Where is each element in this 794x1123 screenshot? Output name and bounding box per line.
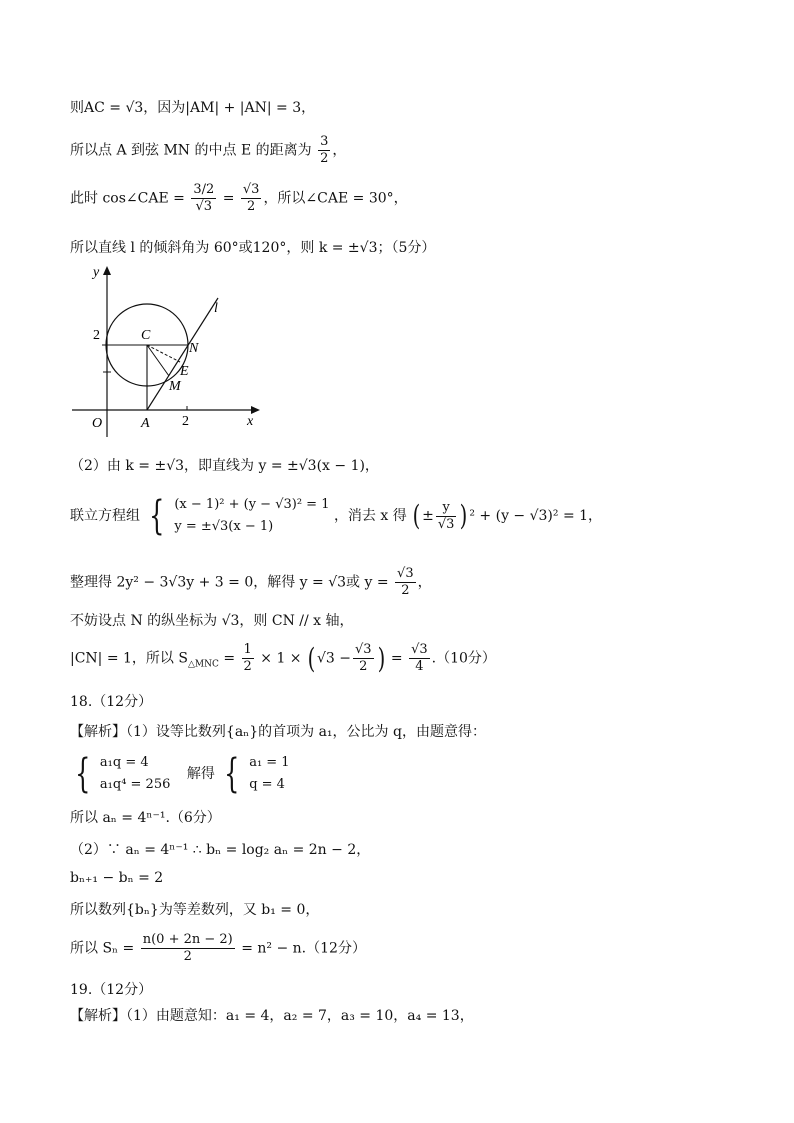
label-y: y xyxy=(93,265,100,280)
line-6-pre: 联立方程组 xyxy=(70,508,140,524)
label-c: C xyxy=(141,328,151,343)
text-line-10 xyxy=(70,692,152,712)
text-line-19 xyxy=(70,1006,474,1026)
text-line-11 xyxy=(70,722,486,742)
text-line-3 xyxy=(70,182,408,215)
frac-den: √3 xyxy=(437,516,455,532)
left-brace: { xyxy=(149,493,165,539)
frac-num: √3 xyxy=(397,566,414,581)
frac-num: √3 xyxy=(411,642,428,657)
frac-num: n(0 + 2n − 2) xyxy=(142,932,233,947)
line-6-mid: ，消去 x 得 xyxy=(333,508,407,524)
line-5-text: （2）由 k = ±√3，即直线为 y = ±√3(x − 1)， xyxy=(70,458,379,474)
solution-1: a₁ = 1 xyxy=(249,755,290,770)
frac-num: 3 xyxy=(320,134,329,149)
text-line-9 xyxy=(70,642,496,675)
line-14-text: （2）∵ aₙ = 4ⁿ⁻¹ ∴ bₙ = log₂ aₙ = 2n − 2， xyxy=(70,842,371,858)
line-11-text: 【解析】（1）设等比数列{aₙ}的首项为 a₁，公比为 q，由题意得： xyxy=(70,724,486,740)
fraction-y-over-root3 xyxy=(436,500,457,533)
line-9-inner: √3 − xyxy=(316,650,351,667)
fraction-result xyxy=(409,642,430,675)
label-e: E xyxy=(180,364,189,379)
fraction-root3-over-2-b xyxy=(395,566,416,599)
frac-den: 2 xyxy=(243,659,252,674)
left-brace: { xyxy=(75,751,91,797)
line-2-pre: 所以点 A 到弦 MN 的中点 E 的距离为 xyxy=(70,142,312,159)
text-line-1 xyxy=(70,98,315,118)
line-15-text: bₙ₊₁ − bₙ = 2 xyxy=(70,870,164,886)
label-a: A xyxy=(141,416,150,431)
equals-2: = xyxy=(390,650,403,667)
y-axis-arrow xyxy=(103,266,111,275)
text-line-17 xyxy=(70,932,366,965)
line-l xyxy=(147,298,218,410)
frac-den: 2 xyxy=(183,949,192,964)
label-o: O xyxy=(92,416,103,431)
right-paren: ) xyxy=(460,499,468,532)
frac-den: 2 xyxy=(320,151,329,166)
label-x-tick-2: 2 xyxy=(182,414,189,429)
frac-den: 2 xyxy=(247,199,256,214)
line-17-pre: 所以 Sₙ = xyxy=(70,940,135,957)
area-subscript: △MNC xyxy=(187,659,219,670)
line-4-text: 所以直线 l 的倾斜角为 60°或120°，则 k = ±√3；（5分） xyxy=(70,240,436,256)
left-paren: ( xyxy=(307,641,316,675)
text-line-15 xyxy=(70,868,163,888)
text-line-18 xyxy=(70,980,152,1000)
equation-system-2 xyxy=(100,752,170,796)
equals: = xyxy=(222,190,235,207)
text-line-5 xyxy=(70,456,379,476)
frac-num: 3/2 xyxy=(193,182,215,197)
label-l: l xyxy=(214,301,218,316)
label-m: M xyxy=(169,379,181,394)
text-line-8 xyxy=(70,611,354,631)
text-line-6 xyxy=(70,494,602,538)
equals: = xyxy=(223,650,236,667)
system-eq-1: a₁q = 4 xyxy=(99,755,149,770)
left-brace-2: { xyxy=(224,751,240,797)
text-line-13 xyxy=(70,808,221,828)
system-eq-2: a₁q⁴ = 256 xyxy=(99,777,171,792)
frac-den: 2 xyxy=(401,583,410,598)
fraction-inner xyxy=(353,642,374,675)
line-9-pre: |CN| = 1，所以 S xyxy=(70,650,188,667)
system-eq-1: (x − 1)² + (y − √3)² = 1 xyxy=(174,497,330,512)
line-9-post: .（10分） xyxy=(431,650,496,667)
x-axis-arrow xyxy=(251,406,260,414)
fraction-sum xyxy=(141,932,235,965)
problem-18-header: 18.（12分） xyxy=(70,694,153,710)
line-7-post: ， xyxy=(417,574,432,591)
line-3-pre: 此时 cos∠CAE = xyxy=(70,190,185,207)
segment-cm xyxy=(147,345,169,376)
frac-den: 2 xyxy=(359,659,368,674)
fraction-three-halves xyxy=(318,134,330,167)
geometry-figure xyxy=(70,262,270,437)
frac-num: √3 xyxy=(354,642,372,657)
plus-minus: ± xyxy=(422,508,434,524)
line-12-mid: 解得 xyxy=(186,766,215,782)
line-8-text: 不妨设点 N 的纵坐标为 √3，则 CN // x 轴， xyxy=(70,613,354,629)
solution-2: q = 4 xyxy=(249,777,285,792)
left-paren: ( xyxy=(412,499,421,532)
equation-system xyxy=(174,494,329,538)
line-13-text: 所以 aₙ = 4ⁿ⁻¹.（6分） xyxy=(70,810,221,826)
frac-num: √3 xyxy=(242,182,260,197)
segment-ce-dashed xyxy=(147,345,180,362)
frac-den: √3 xyxy=(195,199,213,214)
right-paren: ) xyxy=(377,641,385,675)
text-line-16 xyxy=(70,900,319,920)
text-line-7 xyxy=(70,566,432,599)
line-17-post: = n² − n.（12分） xyxy=(241,940,366,957)
text-line-4 xyxy=(70,238,435,258)
fraction-half xyxy=(242,642,254,675)
line-3-post: ，所以∠CAE = 30°， xyxy=(263,190,408,207)
line-9-mid: × 1 × xyxy=(260,650,302,667)
fraction-cos xyxy=(191,182,216,215)
frac-den: 4 xyxy=(415,659,424,674)
problem-19-header: 19.（12分） xyxy=(70,982,153,998)
line-19-text: 【解析】（1）由题意知：a₁ = 4，a₂ = 7，a₃ = 10，a₄ = 13， xyxy=(70,1008,474,1024)
solution-system xyxy=(249,752,289,796)
frac-num: y xyxy=(436,500,457,517)
line-1-text: 则AC = √3，因为|AM| + |AN| = 3， xyxy=(70,100,316,116)
text-line-2 xyxy=(70,134,346,167)
line-2-post: ， xyxy=(332,142,347,159)
line-7-pre: 整理得 2y² − 3√3y + 3 = 0，解得 y = √3或 y = xyxy=(70,574,389,591)
label-y-tick-2: 2 xyxy=(93,328,100,343)
label-x: x xyxy=(247,414,254,429)
line-6-tail: ² + (y − √3)² = 1， xyxy=(469,508,603,524)
label-n: N xyxy=(189,341,199,356)
text-line-12 xyxy=(70,752,290,796)
frac-num: 1 xyxy=(243,642,252,657)
system-eq-2: y = ±√3(x − 1) xyxy=(174,519,274,534)
fraction-root3-over-2 xyxy=(241,182,262,215)
line-16-text: 所以数列{bₙ}为等差数列，又 b₁ = 0， xyxy=(70,902,320,918)
text-line-14 xyxy=(70,840,370,860)
